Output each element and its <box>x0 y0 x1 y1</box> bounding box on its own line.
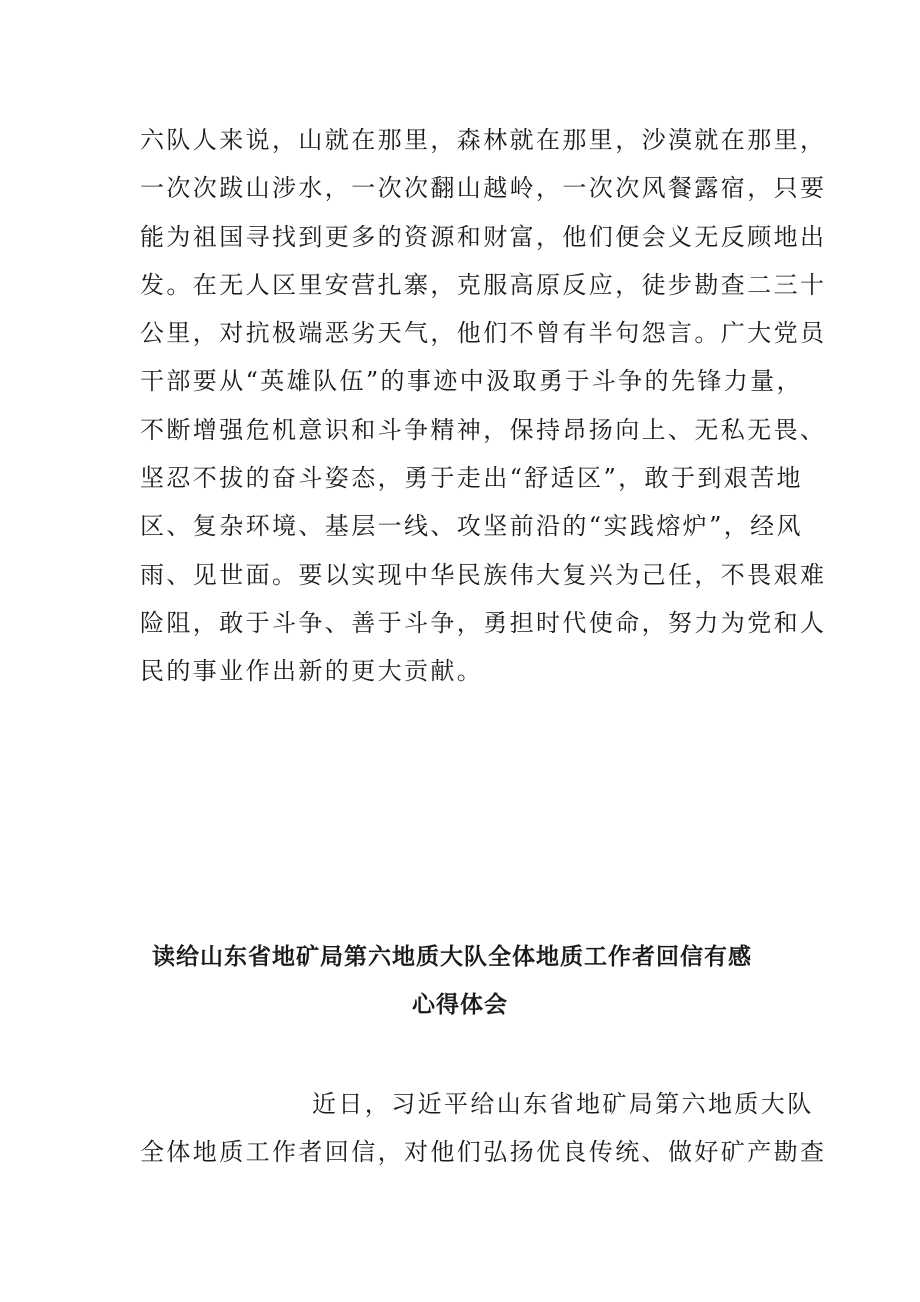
body-line: 公里，对抗极端恶劣天气，他们不曾有半句怨言。广大党员 <box>140 319 827 348</box>
body-line: 险阻，敢于斗争、善于斗争，勇担时代使命，努力为党和人 <box>140 608 827 637</box>
intro-line: 全体地质工作者回信，对他们弘扬优良传统、做好矿产勘查 <box>140 1138 827 1167</box>
body-paragraph <box>140 116 827 696</box>
body-line: 民的事业作出新的更大贡献。 <box>140 657 484 686</box>
intro-line: 近日，习近平给山东省地矿局第六地质大队 <box>312 1090 814 1118</box>
body-line: 能为祖国寻找到更多的资源和财富，他们便会义无反顾地出 <box>140 222 827 251</box>
body-line: 干部要从“英雄队伍”的事迹中汲取勇于斗争的先锋力量， <box>140 367 803 396</box>
body-line: 六队人来说，山就在那里，森林就在那里，沙漠就在那里， <box>140 126 827 154</box>
body-line: 一次次跋山涉水，一次次翻山越岭，一次次风餐露宿，只要 <box>140 174 827 203</box>
intro-paragraph <box>140 1080 827 1177</box>
body-line: 坚忍不拔的奋斗姿态，勇于走出“舒适区”，敢于到艰苦地 <box>140 464 803 493</box>
body-line: 雨、见世面。要以实现中华民族伟大复兴为己任，不畏艰难 <box>140 560 827 589</box>
body-line: 不断增强危机意识和斗争精神，保持昂扬向上、无私无畏、 <box>140 415 827 444</box>
article-title-line-1: 读给山东省地矿局第六地质大队全体地质工作者回信有感 <box>152 944 752 970</box>
body-line: 区、复杂环境、基层一线、攻坚前沿的“实践熔炉”，经风 <box>140 512 803 541</box>
body-line: 发。在无人区里安营扎寨，克服高原反应，徒步勘查二三十 <box>140 270 827 299</box>
article-title-line-2: 心得体会 <box>412 992 508 1018</box>
